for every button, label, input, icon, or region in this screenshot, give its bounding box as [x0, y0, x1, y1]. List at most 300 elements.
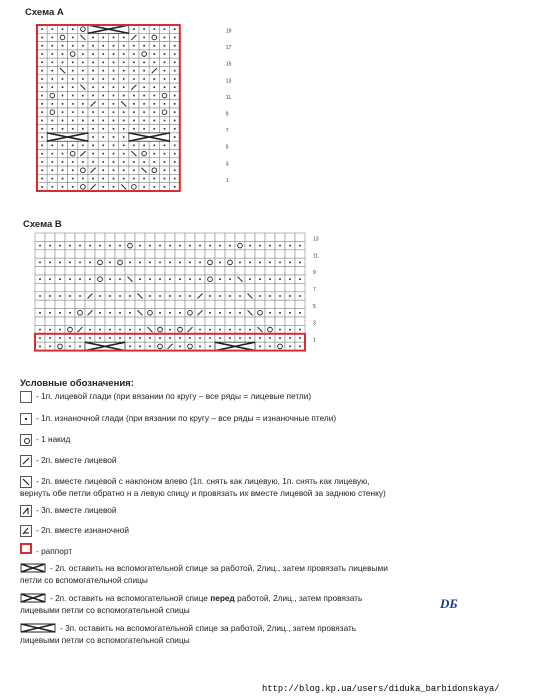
scheme-b-cell	[85, 267, 95, 275]
scheme-b-cell	[155, 250, 165, 258]
scheme-b-cell	[105, 233, 115, 241]
purl-dot-icon	[113, 95, 115, 97]
purl-dot-icon	[41, 161, 43, 163]
row-label: 9	[225, 111, 229, 118]
scheme-b-cell	[95, 275, 105, 283]
purl-dot-icon	[249, 278, 251, 280]
purl-dot-icon	[79, 295, 81, 297]
purl-dot-icon	[164, 78, 166, 80]
scheme-b-cell	[55, 233, 65, 241]
purl-dot-icon	[89, 262, 91, 264]
scheme-b-cell	[235, 241, 245, 249]
scheme-b-cell	[225, 267, 235, 275]
purl-dot-icon	[179, 295, 181, 297]
purl-dot-icon	[174, 45, 176, 47]
purl-dot-icon	[59, 329, 61, 331]
row-label: 3	[313, 320, 316, 327]
purl-dot-icon	[249, 262, 251, 264]
purl-dot-icon	[92, 145, 94, 147]
legend-text: - раппорт	[36, 546, 73, 556]
legend-text: лицевыми петли со вспомогательной спицы	[20, 635, 190, 645]
purl-dot-icon	[164, 120, 166, 122]
purl-dot-icon	[52, 62, 54, 64]
scheme-b-cell	[155, 267, 165, 275]
purl-dot-icon	[219, 245, 221, 247]
purl-dot-icon	[279, 295, 281, 297]
purl-dot-icon	[62, 45, 64, 47]
purl-dot-icon	[103, 95, 105, 97]
purl-dot-icon	[164, 153, 166, 155]
purl-dot-icon	[179, 278, 181, 280]
purl-dot-icon	[103, 53, 105, 55]
scheme-b-cell	[55, 300, 65, 308]
purl-dot-icon	[113, 78, 115, 80]
purl-dot-icon	[49, 245, 51, 247]
knit-box-icon	[20, 391, 32, 403]
purl-dot-icon	[123, 70, 125, 72]
purl-dot-icon	[239, 262, 241, 264]
scheme-a-cell	[68, 50, 78, 58]
scheme-b-cell	[225, 258, 235, 266]
scheme-b-cell	[75, 283, 85, 291]
scheme-b-cell	[235, 300, 245, 308]
purl-dot-icon	[299, 312, 301, 314]
purl-dot-icon	[72, 120, 74, 122]
scheme-b-cell	[165, 317, 175, 325]
scheme-b-cell	[275, 317, 285, 325]
scheme-a-cell	[68, 150, 78, 158]
scheme-b-cell	[35, 300, 45, 308]
purl-dot-icon	[259, 262, 261, 264]
purl-dot-icon	[82, 111, 84, 113]
purl-dot-icon	[154, 128, 156, 130]
watermark-signature: DБ	[440, 596, 458, 611]
purl-dot-icon	[99, 337, 101, 339]
purl-dot-icon	[52, 161, 54, 163]
purl-dot-icon	[299, 295, 301, 297]
purl-dot-icon	[299, 346, 301, 348]
scheme-b-cell	[75, 267, 85, 275]
purl-dot-icon	[79, 346, 81, 348]
scheme-b-cell	[75, 300, 85, 308]
purl-dot-icon	[239, 295, 241, 297]
purl-dot-icon	[149, 295, 151, 297]
scheme-a-cell	[78, 166, 88, 174]
purl-dot-icon	[123, 86, 125, 88]
purl-dot-icon	[169, 262, 171, 264]
purl-dot-icon	[174, 28, 176, 30]
purl-dot-icon	[103, 78, 105, 80]
purl-dot-icon	[72, 86, 74, 88]
purl-dot-icon	[52, 53, 54, 55]
purl-dot-icon	[169, 337, 171, 339]
purl-dot-icon	[72, 186, 74, 188]
scheme-b-cell	[95, 233, 105, 241]
scheme-b-cell	[295, 317, 305, 325]
purl-dot-icon	[249, 329, 251, 331]
purl-dot-icon	[154, 145, 156, 147]
purl-dot-icon	[139, 278, 141, 280]
scheme-b-cell	[35, 283, 45, 291]
purl-dot-icon	[164, 178, 166, 180]
purl-dot-icon	[189, 278, 191, 280]
purl-dot-icon	[154, 95, 156, 97]
purl-dot-icon	[41, 136, 43, 138]
scheme-b-cell	[195, 317, 205, 325]
purl-dot-icon	[49, 312, 51, 314]
purl-dot-icon	[199, 278, 201, 280]
purl-dot-icon	[72, 161, 74, 163]
purl-dot-icon	[79, 337, 81, 339]
purl-dot-icon	[179, 262, 181, 264]
scheme-b-cell	[85, 283, 95, 291]
purl-dot-icon	[143, 78, 145, 80]
scheme-b-cell	[75, 250, 85, 258]
purl-dot-icon	[159, 262, 161, 264]
scheme-b-cell	[75, 309, 85, 317]
purl-dot-icon	[139, 262, 141, 264]
legend-item-yarnover	[20, 434, 70, 446]
scheme-b-cell	[225, 233, 235, 241]
purl-dot-icon	[143, 111, 145, 113]
purl-dot-icon	[189, 337, 191, 339]
purl-dot-icon	[279, 245, 281, 247]
purl-dot-icon	[72, 145, 74, 147]
legend-text: - 2п. вместе лицевой	[36, 455, 117, 465]
purl-dot-icon	[259, 245, 261, 247]
scheme-b-cell	[235, 250, 245, 258]
scheme-b-cell	[285, 300, 295, 308]
purl-dot-icon	[199, 329, 201, 331]
scheme-b-cell	[135, 250, 145, 258]
legend-text: - 3п. оставить на вспомогательной спице за работой, 2лиц., затем провязать	[60, 623, 357, 633]
purl-dot-icon	[154, 111, 156, 113]
purl-dot-icon	[99, 312, 101, 314]
purl-dot-icon	[69, 337, 71, 339]
purl-dot-icon	[41, 37, 43, 39]
purl-dot-icon	[39, 329, 41, 331]
purl-dot-icon	[179, 346, 181, 348]
purl-dot-icon	[41, 62, 43, 64]
purl-dot-icon	[169, 295, 171, 297]
purl-dot-icon	[41, 28, 43, 30]
purl-dot-icon	[123, 178, 125, 180]
scheme-b-cell	[205, 233, 215, 241]
purl-dot-icon	[133, 28, 135, 30]
scheme-a-cell	[47, 91, 57, 99]
scheme-b-cell	[175, 317, 185, 325]
scheme-a-cell	[139, 150, 149, 158]
purl-dot-icon	[123, 95, 125, 97]
purl-dot-icon	[92, 86, 94, 88]
purl-dot-icon	[72, 78, 74, 80]
scheme-a-cell	[139, 50, 149, 58]
scheme-b-title: Схема В	[23, 219, 62, 230]
purl-dot-icon	[52, 128, 54, 130]
purl-dot-icon	[69, 312, 71, 314]
scheme-b-cell	[65, 283, 75, 291]
purl-dot-icon	[79, 245, 81, 247]
scheme-a-title: Схема А	[25, 7, 64, 18]
scheme-b-cell	[275, 300, 285, 308]
scheme-b-cell	[155, 317, 165, 325]
purl-dot-icon	[229, 329, 231, 331]
purl-dot-icon	[149, 278, 151, 280]
row-label: 7	[313, 286, 316, 293]
purl-dot-icon	[72, 70, 74, 72]
scheme-b-cell	[255, 250, 265, 258]
scheme-b-cell	[55, 342, 65, 350]
scheme-b-cell	[185, 317, 195, 325]
scheme-b-cell	[265, 233, 275, 241]
legend-text: - 2п. оставить на вспомогательной спице перед работой, 2лиц., затем провязать	[50, 593, 363, 603]
yarn-over-icon	[20, 434, 32, 446]
scheme-b-cell	[95, 300, 105, 308]
purl-dot-icon	[159, 245, 161, 247]
purl-dot-icon	[133, 161, 135, 163]
scheme-b-cell	[165, 283, 175, 291]
scheme-b-cell	[55, 267, 65, 275]
purl-dot-icon	[41, 70, 43, 72]
purl-dot-icon	[139, 337, 141, 339]
scheme-b-cell	[115, 283, 125, 291]
purl-dot-icon	[92, 178, 94, 180]
scheme-b-cell	[265, 300, 275, 308]
purl-dot-icon	[289, 346, 291, 348]
scheme-b-cell	[125, 233, 135, 241]
purl-dot-icon	[82, 178, 84, 180]
purl-dot-icon	[189, 262, 191, 264]
purl-dot-icon	[62, 120, 64, 122]
scheme-b-cell	[105, 267, 115, 275]
purl-box-icon	[20, 413, 32, 425]
purl-dot-icon	[113, 169, 115, 171]
scheme-b-cell	[95, 317, 105, 325]
row-label: 19	[225, 28, 232, 35]
scheme-b-cell	[145, 233, 155, 241]
legend-text: - 1п. лицевой глади (при вязании по кругу – все ряды = лицевые петли)	[36, 391, 312, 401]
purl-dot-icon	[259, 295, 261, 297]
purl-dot-icon	[123, 45, 125, 47]
purl-dot-icon	[119, 337, 121, 339]
purl-dot-icon	[82, 161, 84, 163]
purl-dot-icon	[174, 136, 176, 138]
purl-dot-icon	[174, 153, 176, 155]
scheme-b-cell	[185, 267, 195, 275]
purl-dot-icon	[82, 103, 84, 105]
scheme-b-cell	[205, 258, 215, 266]
legend-item-ssk-line2	[20, 488, 386, 499]
purl-dot-icon	[174, 178, 176, 180]
purl-dot-icon	[113, 136, 115, 138]
purl-dot-icon	[219, 262, 221, 264]
purl-dot-icon	[279, 262, 281, 264]
scheme-b-cell	[165, 267, 175, 275]
scheme-a-cell	[159, 108, 169, 116]
purl-dot-icon	[269, 295, 271, 297]
purl-dot-icon	[169, 245, 171, 247]
scheme-b-cell	[55, 283, 65, 291]
scheme-b-cell	[115, 258, 125, 266]
row-label: 5	[313, 303, 316, 310]
row-label: 7	[225, 128, 229, 135]
purl-dot-icon	[299, 337, 301, 339]
purl-dot-icon	[62, 28, 64, 30]
purl-dot-icon	[279, 312, 281, 314]
purl-dot-icon	[174, 86, 176, 88]
purl-dot-icon	[109, 312, 111, 314]
legend-text: петли со вспомогательной спицы	[20, 575, 148, 585]
purl-dot-icon	[123, 78, 125, 80]
purl-dot-icon	[92, 161, 94, 163]
scheme-b-cell	[55, 250, 65, 258]
scheme-b-cell	[95, 267, 105, 275]
scheme-b-cell	[65, 325, 75, 333]
scheme-b-cell	[115, 250, 125, 258]
purl-dot-icon	[52, 86, 54, 88]
purl-dot-icon	[143, 62, 145, 64]
purl-dot-icon	[89, 337, 91, 339]
purl-dot-icon	[159, 312, 161, 314]
purl-dot-icon	[59, 337, 61, 339]
purl-dot-icon	[103, 161, 105, 163]
purl-dot-icon	[92, 95, 94, 97]
row-label: 1	[225, 177, 229, 184]
purl-dot-icon	[69, 262, 71, 264]
purl-dot-icon	[143, 145, 145, 147]
repeat-box-icon	[20, 543, 32, 554]
scheme-b-cell	[235, 233, 245, 241]
purl-dot-icon	[62, 128, 64, 130]
scheme-b-cell	[255, 267, 265, 275]
purl-dot-icon	[72, 37, 74, 39]
purl-dot-icon	[69, 278, 71, 280]
scheme-b-cell	[185, 300, 195, 308]
purl-dot-icon	[174, 186, 176, 188]
scheme-b-cell	[85, 250, 95, 258]
scheme-b-cell	[165, 233, 175, 241]
purl-dot-icon	[41, 53, 43, 55]
purl-dot-icon	[89, 278, 91, 280]
row-label: 11	[313, 253, 319, 260]
purl-dot-icon	[133, 145, 135, 147]
purl-dot-icon	[52, 78, 54, 80]
purl-dot-icon	[113, 161, 115, 163]
purl-dot-icon	[103, 145, 105, 147]
purl-dot-icon	[174, 161, 176, 163]
scheme-b-cell	[205, 275, 215, 283]
scheme-b-cell	[125, 250, 135, 258]
purl-dot-icon	[89, 245, 91, 247]
purl-dot-icon	[154, 53, 156, 55]
scheme-b-cell	[115, 267, 125, 275]
scheme-b-cell	[185, 342, 195, 350]
scheme-a-cell	[149, 33, 159, 41]
purl-dot-icon	[82, 95, 84, 97]
purl-dot-icon	[289, 295, 291, 297]
purl-dot-icon	[109, 245, 111, 247]
purl-dot-icon	[113, 45, 115, 47]
scheme-b-cell	[105, 300, 115, 308]
purl-dot-icon	[92, 136, 94, 138]
legend-item-cable-front-line2	[20, 605, 190, 616]
purl-dot-icon	[69, 245, 71, 247]
purl-dot-icon	[82, 45, 84, 47]
purl-dot-icon	[219, 295, 221, 297]
purl-dot-icon	[279, 337, 281, 339]
purl-dot-icon	[103, 120, 105, 122]
purl-dot-icon	[69, 295, 71, 297]
purl-dot-icon	[164, 62, 166, 64]
scheme-b-cell	[65, 233, 75, 241]
legend-text: вернуть обе петли обратно н а левую спицу и провязать их вместе лицевой за заднюю стенку)	[20, 488, 386, 498]
purl-dot-icon	[92, 37, 94, 39]
scheme-b-cell	[225, 317, 235, 325]
purl-dot-icon	[52, 45, 54, 47]
scheme-a-cell	[78, 183, 88, 191]
purl-dot-icon	[92, 120, 94, 122]
scheme-b-cell	[265, 283, 275, 291]
scheme-b-cell	[35, 250, 45, 258]
purl-dot-icon	[39, 295, 41, 297]
purl-dot-icon	[92, 62, 94, 64]
scheme-b-cell	[65, 267, 75, 275]
scheme-b-cell	[245, 300, 255, 308]
purl-dot-icon	[269, 245, 271, 247]
purl-dot-icon	[123, 128, 125, 130]
scheme-b-cell	[205, 317, 215, 325]
scheme-b-cell	[215, 283, 225, 291]
purl-dot-icon	[143, 186, 145, 188]
purl-dot-icon	[269, 337, 271, 339]
purl-dot-icon	[59, 262, 61, 264]
purl-dot-icon	[49, 346, 51, 348]
purl-dot-icon	[92, 153, 94, 155]
purl-dot-icon	[189, 295, 191, 297]
purl-dot-icon	[289, 329, 291, 331]
row-label: 13	[225, 78, 232, 85]
purl-dot-icon	[109, 329, 111, 331]
purl-dot-icon	[82, 120, 84, 122]
scheme-b-cell	[255, 317, 265, 325]
scheme-b-cell	[145, 250, 155, 258]
scheme-b-cell	[95, 250, 105, 258]
scheme-b-cell	[105, 317, 115, 325]
scheme-b-cell	[195, 300, 205, 308]
scheme-b-cell	[255, 309, 265, 317]
purl-dot-icon	[79, 262, 81, 264]
purl-dot-icon	[72, 28, 74, 30]
purl-dot-icon	[103, 186, 105, 188]
purl-dot-icon	[41, 120, 43, 122]
scheme-b-cell	[245, 250, 255, 258]
purl-dot-icon	[269, 262, 271, 264]
scheme-a-cell	[149, 166, 159, 174]
scheme-b-cell	[205, 300, 215, 308]
purl-dot-icon	[113, 128, 115, 130]
scheme-b-cell	[135, 233, 145, 241]
scheme-b-cell	[115, 300, 125, 308]
purl-dot-icon	[154, 86, 156, 88]
scheme-b-cell	[225, 283, 235, 291]
purl-dot-icon	[219, 337, 221, 339]
purl-dot-icon	[279, 278, 281, 280]
scheme-b-cell	[275, 250, 285, 258]
scheme-b-cell	[255, 300, 265, 308]
purl-dot-icon	[179, 245, 181, 247]
purl-dot-icon	[289, 278, 291, 280]
purl-dot-icon	[82, 53, 84, 55]
